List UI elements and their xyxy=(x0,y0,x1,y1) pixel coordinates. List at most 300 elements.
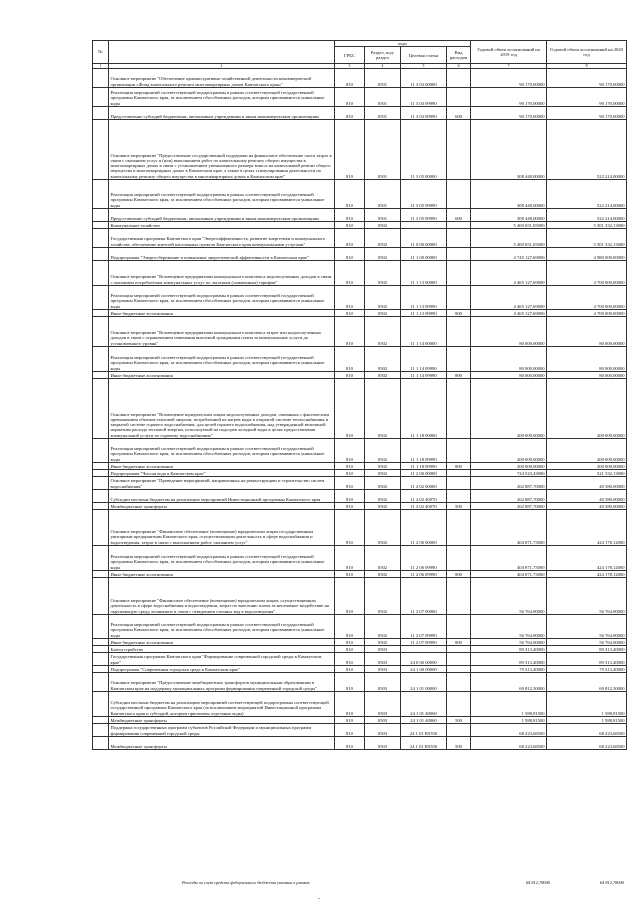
row-sum-2020: 90 170,00000 xyxy=(547,107,627,120)
row-name: Реализация мероприятий соответствующей подпрограммы в рамках соответствующей государственной программы Камчатского края, за исключением обособленных расходов, которым присваиваются уникальные коды xyxy=(109,615,335,639)
row-vid: 600 xyxy=(447,107,471,120)
footnote-value-2019: 64 812,78000 xyxy=(525,880,550,885)
row-target: 24 1 00 00000 xyxy=(401,666,447,673)
row-grbs: 810 xyxy=(335,209,365,222)
row-index xyxy=(93,717,109,724)
row-razdel: 0501 xyxy=(365,69,401,88)
row-grbs: 810 xyxy=(335,717,365,724)
row-razdel: 0502 xyxy=(365,261,401,286)
row-name: Основное мероприятие "Обеспечение административно-хозяйственной деятельности некоммерческой организации «Фонд капитального ремонта многоквартирных домов Камчатского края»" xyxy=(109,69,335,88)
row-sum-2019: 56 764,00000 xyxy=(471,615,547,639)
row-razdel: 0503 xyxy=(365,692,401,717)
row-target: 11 1 14 00000 xyxy=(401,317,447,347)
row-sum-2020: 40 580,00000 xyxy=(547,477,627,490)
table-row xyxy=(93,248,627,261)
row-target: 11 2 02 40070 xyxy=(401,503,447,510)
table-row xyxy=(93,310,627,317)
row-target: 11 3 05 09990 xyxy=(401,209,447,222)
row-sum-2020: 522 214,00000 xyxy=(547,209,627,222)
row-vid xyxy=(447,646,471,653)
row-razdel: 0502 xyxy=(365,317,401,347)
row-sum-2020: 200 000,00000 xyxy=(547,463,627,470)
row-vid xyxy=(447,180,471,209)
row-sum-2019: 89 313,40000 xyxy=(471,653,547,666)
table-row xyxy=(93,503,627,510)
row-grbs: 810 xyxy=(335,646,365,653)
row-sum-2019: 1 588,81500 xyxy=(471,717,547,724)
row-name: Основное мероприятие "Возмещение предприятиям коммунального комплекса недополученных доходов в связи с оказанием потребителям коммунальных услуг по льготным (сниженным) тарифам" xyxy=(109,261,335,286)
row-target: 11 0 00 00000 xyxy=(401,229,447,248)
row-razdel: 0502 xyxy=(365,379,401,439)
row-vid xyxy=(447,229,471,248)
table-row xyxy=(93,615,627,639)
row-razdel: 0502 xyxy=(365,510,401,546)
colnum: 2 xyxy=(109,64,335,69)
table-row xyxy=(93,372,627,379)
row-index xyxy=(93,724,109,737)
row-target: 24 1 01 00000 xyxy=(401,673,447,692)
row-target: 11 1 13 00000 xyxy=(401,261,447,286)
row-target: 11 2 07 09990 xyxy=(401,639,447,646)
row-name: Государственная программа Камчатского края "Энергоэффективность, развитие энергетики и коммунального хозяйства, обеспечение жителей населенных пунктов Камчатского края коммунальными услугами" xyxy=(109,229,335,248)
row-vid xyxy=(447,477,471,490)
row-vid: 500 xyxy=(447,503,471,510)
row-razdel: 0501 xyxy=(365,180,401,209)
row-sum-2019: 5 469 651,05000 xyxy=(471,222,547,229)
row-sum-2019: 4 465 127,69000 xyxy=(471,286,547,310)
row-target: 11 2 06 00000 xyxy=(401,510,447,546)
table-row xyxy=(93,470,627,477)
row-index xyxy=(93,477,109,490)
row-razdel: 0502 xyxy=(365,470,401,477)
row-name: Основное мероприятие "Предоставление государственной поддержки на финансовое обеспечение части затрат в связи с оказанием услуг и (или) выполнением работ по капитальному ремонту общего имущества в многоквартирных домах в связи с установлением уменьшенного размера взноса на капитальный ремонт общего имущества в многоквартирных домах в Камчатском крае, а также в целях стимулирования деятельности по капитальному ремонту общего имущества в многоквартирных домах в Камчатском крае" xyxy=(109,120,335,180)
table-row xyxy=(93,379,627,439)
row-vid: 800 xyxy=(447,372,471,379)
row-index xyxy=(93,463,109,470)
table-row xyxy=(93,639,627,646)
table-row xyxy=(93,546,627,571)
row-sum-2019: 308 448,00000 xyxy=(471,120,547,180)
colnum: 4 xyxy=(365,64,401,69)
row-sum-2019: 724 523,43000 xyxy=(471,470,547,477)
row-razdel: 0502 xyxy=(365,222,401,229)
row-sum-2019: 90 170,00000 xyxy=(471,88,547,107)
row-razdel: 0502 xyxy=(365,463,401,470)
row-name: Реализация мероприятий соответствующей подпрограммы в рамках соответствующей государственной программы Камчатского края, за исключением обособленных расходов, которым присваиваются уникальные коды xyxy=(109,347,335,372)
row-grbs: 810 xyxy=(335,546,365,571)
row-sum-2020: 424 178,12000 xyxy=(547,546,627,571)
row-vid: 600 xyxy=(447,209,471,222)
row-sum-2019: 80 000,00000 xyxy=(471,372,547,379)
header-grbs: ГРБС xyxy=(335,47,365,64)
row-target: 11 2 06 09990 xyxy=(401,546,447,571)
table-row xyxy=(93,646,627,653)
row-target: 24 1 01 R5550 xyxy=(401,737,447,750)
row-index xyxy=(93,317,109,347)
row-name: Основное мероприятие "Финансовое обеспечение (возмещение) юридическим лицам государственным унитарным предприятиям Камчатского края, осуществляющим деятельность в сфере водоснабжения и водоотведения, затрат в связи с выполнением работ, оказанием услуг" xyxy=(109,510,335,546)
row-grbs: 810 xyxy=(335,88,365,107)
header-sum-2020: Годовой объем ассигнований на 2020 год xyxy=(547,41,627,64)
header-sum-2019: Годовой объем ассигнований на 2019 год xyxy=(471,41,547,64)
row-razdel: 0502 xyxy=(365,229,401,248)
row-sum-2019: 404 871,73000 xyxy=(471,546,547,571)
table-row xyxy=(93,717,627,724)
row-sum-2019: 5 469 651,05000 xyxy=(471,229,547,248)
row-vid xyxy=(447,692,471,717)
row-target: 11 3 03 09990 xyxy=(401,88,447,107)
row-vid xyxy=(447,261,471,286)
budget-table xyxy=(92,40,627,750)
table-row xyxy=(93,120,627,180)
row-target: 11 2 02 40070 xyxy=(401,490,447,503)
table-row xyxy=(93,209,627,222)
row-grbs: 810 xyxy=(335,379,365,439)
row-grbs: 810 xyxy=(335,261,365,286)
row-vid xyxy=(447,88,471,107)
row-vid: 800 xyxy=(447,639,471,646)
row-vid xyxy=(447,578,471,615)
row-razdel: 0501 xyxy=(365,120,401,180)
row-name: Подпрограмма "Чистая вода в Камчатском крае" xyxy=(109,470,335,477)
table-row xyxy=(93,673,627,692)
header-num: № xyxy=(93,41,109,64)
row-vid: 800 xyxy=(447,463,471,470)
row-razdel: 0502 xyxy=(365,490,401,503)
row-sum-2019: 80 000,00000 xyxy=(471,317,547,347)
row-target: 11 1 18 09990 xyxy=(401,463,447,470)
row-vid xyxy=(447,248,471,261)
row-razdel: 0501 xyxy=(365,209,401,222)
row-index xyxy=(93,490,109,503)
row-sum-2020: 89 313,40000 xyxy=(547,646,627,653)
row-name: Предоставление субсидий бюджетным, автономным учреждениям и иным некоммерческим организациям xyxy=(109,209,335,222)
row-vid xyxy=(447,120,471,180)
row-vid xyxy=(447,317,471,347)
row-grbs: 810 xyxy=(335,372,365,379)
table-row xyxy=(93,286,627,310)
row-sum-2020: 4 980 000,00000 xyxy=(547,248,627,261)
row-name: Поддержка государственных программ субъектов Российской Федерации и муниципальных программ формирования современной городской среды xyxy=(109,724,335,737)
row-grbs: 810 xyxy=(335,69,365,88)
row-sum-2020: 56 764,00000 xyxy=(547,578,627,615)
row-razdel: 0503 xyxy=(365,717,401,724)
table-row xyxy=(93,490,627,503)
row-sum-2019: 308 448,00000 xyxy=(471,180,547,209)
row-razdel: 0502 xyxy=(365,639,401,646)
row-grbs: 810 xyxy=(335,477,365,490)
row-sum-2019: 262 887,70000 xyxy=(471,490,547,503)
row-name: Государственная программа Камчатского края "Формирование современной городской среды в Камчатском крае" xyxy=(109,653,335,666)
row-razdel: 0502 xyxy=(365,477,401,490)
row-target: 11 3 03 00000 xyxy=(401,69,447,88)
colnum: 8 xyxy=(547,64,627,69)
row-name: Субсидии местным бюджетам на реализацию мероприятий Инвестиционной программы Камчатского края xyxy=(109,490,335,503)
table-row xyxy=(93,510,627,546)
footnote xyxy=(92,880,626,887)
row-razdel: 0501 xyxy=(365,107,401,120)
row-razdel: 0502 xyxy=(365,248,401,261)
row-index xyxy=(93,286,109,310)
row-target: 24 1 01 R5550 xyxy=(401,724,447,737)
table-row xyxy=(93,666,627,673)
row-sum-2020: 68 223,68500 xyxy=(547,737,627,750)
row-index xyxy=(93,503,109,510)
row-grbs: 810 xyxy=(335,107,365,120)
row-grbs: 810 xyxy=(335,503,365,510)
row-grbs: 810 xyxy=(335,615,365,639)
row-sum-2020: 424 178,12000 xyxy=(547,571,627,578)
row-index xyxy=(93,439,109,463)
row-index xyxy=(93,470,109,477)
row-sum-2020: 5 501 332,13000 xyxy=(547,229,627,248)
row-name: Реализация мероприятий соответствующей подпрограммы в рамках соответствующей государственной программы Камчатского края, за исключением обособленных расходов, которым присваиваются уникальные коды xyxy=(109,88,335,107)
row-sum-2019: 262 887,70000 xyxy=(471,503,547,510)
row-name: Основное мероприятие "Предоставление межбюджетных трансфертов муниципальным образованиям в Камчатском крае на поддержку муниципальных программ формирования современной городской среды" xyxy=(109,673,335,692)
row-sum-2019: 200 000,00000 xyxy=(471,379,547,439)
row-grbs: 810 xyxy=(335,724,365,737)
table-row xyxy=(93,180,627,209)
row-name: Реализация мероприятий соответствующей подпрограммы в рамках соответствующей государственной программы Камчатского края, за исключением обособленных расходов, которым присваиваются уникальные коды xyxy=(109,439,335,463)
row-name: Иные бюджетные ассигнования xyxy=(109,463,335,470)
row-vid xyxy=(447,439,471,463)
row-name: Реализация мероприятий соответствующей подпрограммы в рамках соответствующей государственной программы Камчатского края, за исключением обособленных расходов, которым присваиваются уникальные коды xyxy=(109,180,335,209)
row-index xyxy=(93,578,109,615)
table-row xyxy=(93,69,627,88)
row-grbs: 810 xyxy=(335,571,365,578)
row-vid xyxy=(447,69,471,88)
row-razdel: 0503 xyxy=(365,673,401,692)
colnum: 1 xyxy=(93,64,109,69)
row-name: Предоставление субсидий бюджетным, автономным учреждениям и иным некоммерческим организациям xyxy=(109,107,335,120)
row-target: 11 3 05 09990 xyxy=(401,180,447,209)
row-sum-2019: 4 465 127,69000 xyxy=(471,261,547,286)
table-row xyxy=(93,653,627,666)
row-index xyxy=(93,639,109,646)
row-sum-2020: 522 214,00000 xyxy=(547,120,627,180)
row-sum-2020: 40 580,00000 xyxy=(547,503,627,510)
row-sum-2019: 200 000,00000 xyxy=(471,439,547,463)
page-number: - xyxy=(318,896,320,902)
table-row xyxy=(93,317,627,347)
row-sum-2019: 4 745 127,69000 xyxy=(471,248,547,261)
row-index xyxy=(93,69,109,88)
table-row xyxy=(93,724,627,737)
table-row xyxy=(93,261,627,286)
header-target: Целевая статья xyxy=(401,47,447,64)
row-name: Межбюджетные трансферты xyxy=(109,717,335,724)
row-index xyxy=(93,510,109,546)
row-sum-2020: 90 170,00000 xyxy=(547,88,627,107)
row-grbs: 810 xyxy=(335,317,365,347)
row-vid: 800 xyxy=(447,310,471,317)
row-name: Коммунальное хозяйство xyxy=(109,222,335,229)
row-sum-2020: 56 764,00000 xyxy=(547,639,627,646)
row-grbs: 810 xyxy=(335,653,365,666)
row-sum-2019: 56 764,00000 xyxy=(471,639,547,646)
row-razdel: 0502 xyxy=(365,439,401,463)
row-sum-2020: 90 170,00000 xyxy=(547,69,627,88)
row-sum-2019: 68 223,68500 xyxy=(471,724,547,737)
row-razdel: 0503 xyxy=(365,737,401,750)
row-index xyxy=(93,120,109,180)
row-grbs: 810 xyxy=(335,639,365,646)
row-sum-2019: 56 764,00000 xyxy=(471,578,547,615)
row-index xyxy=(93,347,109,372)
header-name xyxy=(109,41,335,64)
row-razdel: 0503 xyxy=(365,653,401,666)
row-sum-2020: 1 588,81500 xyxy=(547,717,627,724)
table-row xyxy=(93,692,627,717)
row-sum-2020: 200 000,00000 xyxy=(547,439,627,463)
row-razdel: 0502 xyxy=(365,578,401,615)
row-razdel: 0502 xyxy=(365,286,401,310)
row-sum-2019: 90 170,00000 xyxy=(471,107,547,120)
row-razdel: 0502 xyxy=(365,571,401,578)
row-name: Основное мероприятие "Возмещение юридическим лицам недополученных доходов, связанных с фактическим превышением объемов тепловой энергии, потребленной на нагрев воды в открытой системе теплоснабжения и закрытой системе горячего водоснабжения, для целей горячего водоснабжения, над утвержденной величиной норматива расхода тепловой энергии, используемой на подогрев холодной воды в целях предоставления коммунальной услуги по горячему водоснабжению" xyxy=(109,379,335,439)
row-index xyxy=(93,692,109,717)
row-grbs: 810 xyxy=(335,229,365,248)
row-index xyxy=(93,180,109,209)
table-row xyxy=(93,229,627,248)
row-name: Межбюджетные трансферты xyxy=(109,503,335,510)
row-index xyxy=(93,209,109,222)
row-index xyxy=(93,646,109,653)
row-target: 11 1 13 09990 xyxy=(401,286,447,310)
row-index xyxy=(93,737,109,750)
row-name: Подпрограмма "Энергосбережение и повышение энергетической эффективности в Камчатском крае" xyxy=(109,248,335,261)
row-grbs: 810 xyxy=(335,286,365,310)
row-vid xyxy=(447,546,471,571)
table-row xyxy=(93,439,627,463)
table-row xyxy=(93,222,627,229)
row-target: 11 1 18 09990 xyxy=(401,439,447,463)
row-vid xyxy=(447,510,471,546)
row-index xyxy=(93,546,109,571)
row-vid xyxy=(447,490,471,503)
row-index xyxy=(93,248,109,261)
row-index xyxy=(93,571,109,578)
row-razdel: 0503 xyxy=(365,724,401,737)
row-sum-2020: 521 332,13000 xyxy=(547,470,627,477)
row-name: Основное мероприятие "Проведение мероприятий, направленных на реконструкцию и строительство систем водоснабжения" xyxy=(109,477,335,490)
row-name: Подпрограмма "Современная городская среда в Камчатском крае" xyxy=(109,666,335,673)
row-grbs: 810 xyxy=(335,120,365,180)
row-target: 11 3 05 00000 xyxy=(401,120,447,180)
row-target: 11 1 18 00000 xyxy=(401,379,447,439)
row-name: Реализация мероприятий соответствующей подпрограммы в рамках соответствующей государственной программы Камчатского края, за исключением обособленных расходов, которым присваиваются уникальные коды xyxy=(109,286,335,310)
row-sum-2020: 69 812,50000 xyxy=(547,673,627,692)
row-vid xyxy=(447,470,471,477)
row-target: 11 1 13 09990 xyxy=(401,310,447,317)
table-row xyxy=(93,107,627,120)
row-sum-2019: 79 313,40000 xyxy=(471,666,547,673)
row-sum-2020: 79 313,40000 xyxy=(547,666,627,673)
row-sum-2020: 80 000,00000 xyxy=(547,317,627,347)
row-grbs: 810 xyxy=(335,222,365,229)
row-index xyxy=(93,88,109,107)
row-razdel: 0502 xyxy=(365,503,401,510)
row-sum-2019: 89 313,40000 xyxy=(471,646,547,653)
row-sum-2020: 200 000,00000 xyxy=(547,379,627,439)
row-sum-2020: 4 700 000,00000 xyxy=(547,310,627,317)
row-grbs: 810 xyxy=(335,180,365,209)
row-grbs: 810 xyxy=(335,578,365,615)
row-index xyxy=(93,673,109,692)
row-vid: 800 xyxy=(447,571,471,578)
row-target: 11 1 14 09990 xyxy=(401,372,447,379)
row-name: Основное мероприятие "Возмещение предприятиям коммунального комплекса затрат или недополученных доходов в связи с ограничением изменения вносимой гражданами платы за коммунальные услуги до установленного уровня" xyxy=(109,317,335,347)
row-target: 24 0 00 00000 xyxy=(401,653,447,666)
table-row xyxy=(93,463,627,470)
row-sum-2019: 308 448,00000 xyxy=(471,209,547,222)
row-target: 24 1 01 40060 xyxy=(401,692,447,717)
row-target: 11 2 02 00000 xyxy=(401,477,447,490)
row-sum-2019: 4 465 127,69000 xyxy=(471,310,547,317)
row-razdel: 0503 xyxy=(365,666,401,673)
row-sum-2020: 5 501 332,13000 xyxy=(547,222,627,229)
row-vid xyxy=(447,666,471,673)
row-name: Основное мероприятие "Финансовое обеспечение (возмещение) юридическим лицам, осуществляющим деятельность в сфере водоснабжения и водоотведения, затрат по внесению платы за негативное воздействие на окружающую среду, возникших в связи с отведением сточных вод в водоотведения" xyxy=(109,578,335,615)
row-grbs: 810 xyxy=(335,470,365,477)
header-razdel: Раздел, под-раздел xyxy=(365,47,401,64)
table-row xyxy=(93,88,627,107)
row-vid xyxy=(447,379,471,439)
row-razdel: 0502 xyxy=(365,546,401,571)
row-name: Иные бюджетные ассигнования xyxy=(109,639,335,646)
row-sum-2020: 68 223,68500 xyxy=(547,724,627,737)
row-grbs: 810 xyxy=(335,347,365,372)
row-target: 11 2 07 00000 xyxy=(401,578,447,615)
row-sum-2019: 80 000,00000 xyxy=(471,347,547,372)
row-name: Реализация мероприятий соответствующей подпрограммы в рамках соответствующей государственной программы Камчатского края, за исключением обособленных расходов, которым присваиваются уникальные коды xyxy=(109,546,335,571)
colnum: 7 xyxy=(471,64,547,69)
row-razdel: 0503 xyxy=(365,646,401,653)
row-sum-2019: 1 588,81500 xyxy=(471,692,547,717)
row-grbs: 810 xyxy=(335,666,365,673)
colnum: 5 xyxy=(401,64,447,69)
row-target: 11 2 06 09990 xyxy=(401,571,447,578)
header-codes: коды xyxy=(335,41,471,47)
row-target: 11 1 00 00000 xyxy=(401,248,447,261)
row-sum-2020: 522 214,00000 xyxy=(547,180,627,209)
row-index xyxy=(93,261,109,286)
row-vid xyxy=(447,673,471,692)
table-row xyxy=(93,578,627,615)
row-target: 11 2 07 09990 xyxy=(401,615,447,639)
row-grbs: 810 xyxy=(335,490,365,503)
row-name: Иные бюджетные ассигнования xyxy=(109,310,335,317)
row-razdel: 0502 xyxy=(365,310,401,317)
row-sum-2019: 69 812,50000 xyxy=(471,673,547,692)
row-name: Благоустройство xyxy=(109,646,335,653)
row-sum-2019: 200 000,00000 xyxy=(471,463,547,470)
row-grbs: 810 xyxy=(335,673,365,692)
row-index xyxy=(93,310,109,317)
row-razdel: 0501 xyxy=(365,88,401,107)
row-vid xyxy=(447,347,471,372)
row-razdel: 0502 xyxy=(365,615,401,639)
row-sum-2019: 404 871,73000 xyxy=(471,510,547,546)
row-index xyxy=(93,107,109,120)
footnote-label: Расходы за счет средств федерального бюджета указаны в рамках xyxy=(182,880,310,885)
row-name: Иные бюджетные ассигнования xyxy=(109,571,335,578)
row-grbs: 810 xyxy=(335,439,365,463)
row-sum-2020: 80 000,00000 xyxy=(547,347,627,372)
row-sum-2020: 424 178,12000 xyxy=(547,510,627,546)
row-index xyxy=(93,653,109,666)
row-vid xyxy=(447,653,471,666)
row-sum-2020: 89 313,40000 xyxy=(547,653,627,666)
